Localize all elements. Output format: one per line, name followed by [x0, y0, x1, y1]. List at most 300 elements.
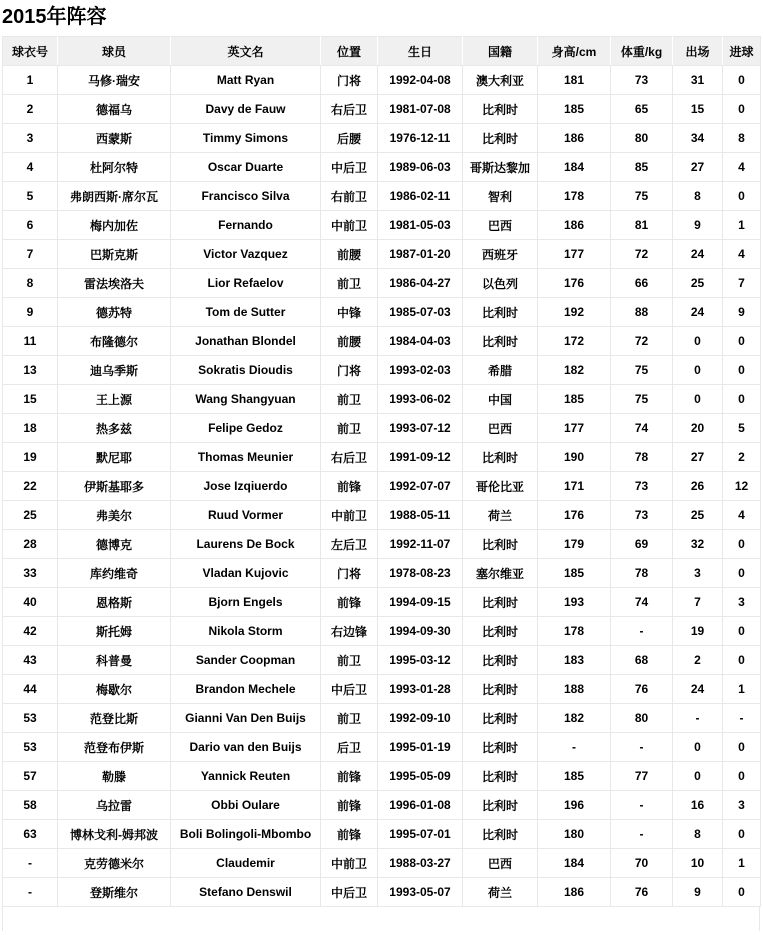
cell-birthday: 1984-04-03 [378, 327, 463, 356]
cell-player-name: 杜阿尔特 [58, 153, 171, 182]
cell-english-name: Sander Coopman [171, 646, 321, 675]
cell-appearances: 8 [673, 182, 723, 211]
cell-position: 右边锋 [321, 617, 378, 646]
cell-goals: 1 [723, 211, 761, 240]
cell-jersey-number: 3 [3, 124, 58, 153]
cell-appearances: 0 [673, 385, 723, 414]
cell-jersey-number: 4 [3, 153, 58, 182]
cell-birthday: 1993-05-07 [378, 878, 463, 907]
cell-goals: 1 [723, 849, 761, 878]
cell-birthday: 1987-01-20 [378, 240, 463, 269]
cell-jersey-number: 58 [3, 791, 58, 820]
cell-english-name: Jose Izqiuerdo [171, 472, 321, 501]
cell-birthday: 1991-09-12 [378, 443, 463, 472]
cell-goals: 0 [723, 385, 761, 414]
cell-position: 中后卫 [321, 675, 378, 704]
cell-nationality: 西班牙 [463, 240, 538, 269]
cell-height: 178 [538, 182, 611, 211]
cell-birthday: 1988-03-27 [378, 849, 463, 878]
cell-weight: 70 [611, 849, 673, 878]
cell-position: 中前卫 [321, 211, 378, 240]
cell-jersey-number: 13 [3, 356, 58, 385]
cell-nationality: 哥伦比亚 [463, 472, 538, 501]
cell-english-name: Gianni Van Den Buijs [171, 704, 321, 733]
table-row [3, 762, 761, 791]
cell-goals: 0 [723, 617, 761, 646]
cell-english-name: Fernando [171, 211, 321, 240]
cell-height: 185 [538, 385, 611, 414]
cell-player-name: 迪乌季斯 [58, 356, 171, 385]
cell-birthday: 1981-05-03 [378, 211, 463, 240]
table-row [3, 124, 761, 153]
cell-height: 192 [538, 298, 611, 327]
cell-nationality: 巴西 [463, 211, 538, 240]
cell-birthday: 1993-01-28 [378, 675, 463, 704]
cell-nationality: 荷兰 [463, 878, 538, 907]
cell-weight: 75 [611, 356, 673, 385]
cell-height: 190 [538, 443, 611, 472]
cell-english-name: Thomas Meunier [171, 443, 321, 472]
cell-position: 前锋 [321, 820, 378, 849]
cell-nationality: 比利时 [463, 327, 538, 356]
cell-appearances: 27 [673, 153, 723, 182]
cell-position: 中前卫 [321, 849, 378, 878]
table-row [3, 414, 761, 443]
cell-weight: 80 [611, 124, 673, 153]
cell-birthday: 1996-01-08 [378, 791, 463, 820]
table-row [3, 588, 761, 617]
cell-player-name: 博林戈利-姆邦波 [58, 820, 171, 849]
cell-height: 177 [538, 414, 611, 443]
cell-weight: 73 [611, 501, 673, 530]
cell-height: 172 [538, 327, 611, 356]
cell-jersey-number: 53 [3, 733, 58, 762]
cell-position: 右前卫 [321, 182, 378, 211]
cell-goals: 4 [723, 240, 761, 269]
cell-jersey-number: 42 [3, 617, 58, 646]
cell-goals: 0 [723, 66, 761, 95]
cell-jersey-number: 25 [3, 501, 58, 530]
cell-player-name: 弗美尔 [58, 501, 171, 530]
cell-birthday: 1995-01-19 [378, 733, 463, 762]
cell-appearances: 31 [673, 66, 723, 95]
cell-appearances: 24 [673, 298, 723, 327]
table-row [3, 211, 761, 240]
cell-player-name: 恩格斯 [58, 588, 171, 617]
column-header: 身高/cm [538, 37, 611, 66]
cell-player-name: 默尼耶 [58, 443, 171, 472]
cell-weight: 65 [611, 95, 673, 124]
cell-jersey-number: 63 [3, 820, 58, 849]
cell-english-name: Bjorn Engels [171, 588, 321, 617]
cell-weight: 74 [611, 414, 673, 443]
cell-birthday: 1986-02-11 [378, 182, 463, 211]
cell-birthday: 1985-07-03 [378, 298, 463, 327]
cell-goals: 0 [723, 327, 761, 356]
cell-english-name: Oscar Duarte [171, 153, 321, 182]
cell-height: 178 [538, 617, 611, 646]
cell-birthday: 1994-09-30 [378, 617, 463, 646]
cell-english-name: Vladan Kujovic [171, 559, 321, 588]
cell-english-name: Laurens De Bock [171, 530, 321, 559]
cell-height: 177 [538, 240, 611, 269]
cell-birthday: 1995-05-09 [378, 762, 463, 791]
cell-nationality: 以色列 [463, 269, 538, 298]
cell-english-name: Nikola Storm [171, 617, 321, 646]
cell-appearances: - [673, 704, 723, 733]
cell-nationality: 比利时 [463, 646, 538, 675]
cell-jersey-number: 11 [3, 327, 58, 356]
cell-jersey-number: 43 [3, 646, 58, 675]
cell-player-name: 科普曼 [58, 646, 171, 675]
table-row [3, 66, 761, 95]
cell-height: 184 [538, 849, 611, 878]
table-row [3, 530, 761, 559]
cell-player-name: 西蒙斯 [58, 124, 171, 153]
cell-nationality: 希腊 [463, 356, 538, 385]
cell-weight: 75 [611, 385, 673, 414]
cell-weight: 78 [611, 443, 673, 472]
cell-position: 门将 [321, 66, 378, 95]
cell-player-name: 登斯维尔 [58, 878, 171, 907]
cell-birthday: 1992-07-07 [378, 472, 463, 501]
cell-english-name: Lior Refaelov [171, 269, 321, 298]
cell-player-name: 范登比斯 [58, 704, 171, 733]
cell-birthday: 1992-04-08 [378, 66, 463, 95]
cell-height: 188 [538, 675, 611, 704]
cell-weight: 78 [611, 559, 673, 588]
cell-goals: 8 [723, 124, 761, 153]
cell-position: 门将 [321, 559, 378, 588]
cell-jersey-number: 2 [3, 95, 58, 124]
cell-nationality: 比利时 [463, 530, 538, 559]
cell-nationality: 比利时 [463, 675, 538, 704]
cell-player-name: 乌拉雷 [58, 791, 171, 820]
cell-jersey-number: 28 [3, 530, 58, 559]
cell-english-name: Timmy Simons [171, 124, 321, 153]
cell-goals: 0 [723, 356, 761, 385]
cell-birthday: 1992-09-10 [378, 704, 463, 733]
cell-appearances: 19 [673, 617, 723, 646]
cell-player-name: 王上源 [58, 385, 171, 414]
cell-jersey-number: 8 [3, 269, 58, 298]
cell-appearances: 9 [673, 211, 723, 240]
cell-position: 前锋 [321, 791, 378, 820]
table-row [3, 327, 761, 356]
cell-player-name: 梅歇尔 [58, 675, 171, 704]
cell-player-name: 雷法埃洛夫 [58, 269, 171, 298]
cell-nationality: 荷兰 [463, 501, 538, 530]
table-row [3, 878, 761, 907]
table-row [3, 95, 761, 124]
cell-goals: 12 [723, 472, 761, 501]
cell-english-name: Jonathan Blondel [171, 327, 321, 356]
cell-appearances: 0 [673, 356, 723, 385]
cell-position: 前腰 [321, 240, 378, 269]
cell-weight: 88 [611, 298, 673, 327]
cell-appearances: 27 [673, 443, 723, 472]
cell-weight: 68 [611, 646, 673, 675]
table-row [3, 356, 761, 385]
cell-jersey-number: 53 [3, 704, 58, 733]
column-header: 球衣号 [3, 37, 58, 66]
cell-weight: 85 [611, 153, 673, 182]
cell-position: 前卫 [321, 414, 378, 443]
cell-english-name: Wang Shangyuan [171, 385, 321, 414]
cell-goals: 3 [723, 588, 761, 617]
cell-english-name: Dario van den Buijs [171, 733, 321, 762]
cell-player-name: 梅内加佐 [58, 211, 171, 240]
cell-height: 196 [538, 791, 611, 820]
cell-player-name: 勒滕 [58, 762, 171, 791]
cell-nationality: 比利时 [463, 95, 538, 124]
cell-weight: 75 [611, 182, 673, 211]
cell-appearances: 7 [673, 588, 723, 617]
cell-birthday: 1993-06-02 [378, 385, 463, 414]
cell-appearances: 24 [673, 675, 723, 704]
table-row [3, 733, 761, 762]
cell-appearances: 2 [673, 646, 723, 675]
cell-nationality: 澳大利亚 [463, 66, 538, 95]
cell-height: 176 [538, 269, 611, 298]
cell-english-name: Francisco Silva [171, 182, 321, 211]
cell-position: 前卫 [321, 704, 378, 733]
cell-nationality: 智利 [463, 182, 538, 211]
cell-goals: 0 [723, 95, 761, 124]
table-row [3, 269, 761, 298]
roster-table [2, 36, 761, 907]
table-row [3, 791, 761, 820]
cell-goals: 7 [723, 269, 761, 298]
cell-nationality: 比利时 [463, 820, 538, 849]
page-container [0, 5, 763, 931]
cell-position: 右后卫 [321, 95, 378, 124]
cell-birthday: 1993-07-12 [378, 414, 463, 443]
cell-height: 182 [538, 356, 611, 385]
cell-player-name: 德苏特 [58, 298, 171, 327]
table-row [3, 675, 761, 704]
cell-goals: 0 [723, 733, 761, 762]
cell-birthday: 1992-11-07 [378, 530, 463, 559]
cell-goals: 1 [723, 675, 761, 704]
cell-english-name: Matt Ryan [171, 66, 321, 95]
cell-position: 中后卫 [321, 878, 378, 907]
cell-position: 前锋 [321, 472, 378, 501]
cell-appearances: 34 [673, 124, 723, 153]
cell-nationality: 比利时 [463, 762, 538, 791]
cell-position: 中锋 [321, 298, 378, 327]
cell-nationality: 比利时 [463, 443, 538, 472]
cell-english-name: Stefano Denswil [171, 878, 321, 907]
cell-nationality: 塞尔维亚 [463, 559, 538, 588]
cell-position: 右后卫 [321, 443, 378, 472]
cell-height: 180 [538, 820, 611, 849]
cell-goals: 0 [723, 182, 761, 211]
table-row [3, 559, 761, 588]
cell-position: 后卫 [321, 733, 378, 762]
cell-birthday: 1978-08-23 [378, 559, 463, 588]
cell-weight: - [611, 820, 673, 849]
table-row [3, 182, 761, 211]
cell-jersey-number: - [3, 878, 58, 907]
cell-weight: 81 [611, 211, 673, 240]
cell-position: 中前卫 [321, 501, 378, 530]
cell-player-name: 德福乌 [58, 95, 171, 124]
cell-nationality: 比利时 [463, 791, 538, 820]
cell-english-name: Tom de Sutter [171, 298, 321, 327]
column-header: 国籍 [463, 37, 538, 66]
cell-player-name: 热多兹 [58, 414, 171, 443]
table-row [3, 240, 761, 269]
cell-english-name: Obbi Oulare [171, 791, 321, 820]
cell-birthday: 1995-07-01 [378, 820, 463, 849]
cell-weight: 80 [611, 704, 673, 733]
cell-height: 186 [538, 124, 611, 153]
table-row [3, 443, 761, 472]
cell-english-name: Sokratis Dioudis [171, 356, 321, 385]
page-title: 2015年阵容 [2, 6, 107, 28]
cell-weight: 73 [611, 66, 673, 95]
cell-weight: - [611, 617, 673, 646]
table-row [3, 704, 761, 733]
cell-appearances: 9 [673, 878, 723, 907]
cell-goals: 0 [723, 878, 761, 907]
cell-jersey-number: 57 [3, 762, 58, 791]
cell-english-name: Davy de Fauw [171, 95, 321, 124]
cell-height: 193 [538, 588, 611, 617]
cell-appearances: 16 [673, 791, 723, 820]
cell-nationality: 哥斯达黎加 [463, 153, 538, 182]
cell-nationality: 比利时 [463, 588, 538, 617]
cell-birthday: 1986-04-27 [378, 269, 463, 298]
cell-jersey-number: 18 [3, 414, 58, 443]
cell-jersey-number: - [3, 849, 58, 878]
cell-birthday: 1988-05-11 [378, 501, 463, 530]
roster-table-body [3, 66, 761, 907]
table-row [3, 472, 761, 501]
cell-appearances: 20 [673, 414, 723, 443]
cell-height: 183 [538, 646, 611, 675]
cell-height: 186 [538, 878, 611, 907]
cell-player-name: 弗朗西斯·席尔瓦 [58, 182, 171, 211]
cell-nationality: 比利时 [463, 704, 538, 733]
cell-height: 185 [538, 762, 611, 791]
cell-english-name: Victor Vazquez [171, 240, 321, 269]
cell-height: 181 [538, 66, 611, 95]
cell-height: - [538, 733, 611, 762]
cell-height: 186 [538, 211, 611, 240]
cell-jersey-number: 7 [3, 240, 58, 269]
table-row [3, 820, 761, 849]
cell-goals: 4 [723, 501, 761, 530]
column-header: 出场 [673, 37, 723, 66]
table-row [3, 298, 761, 327]
cell-position: 前卫 [321, 385, 378, 414]
cell-nationality: 比利时 [463, 733, 538, 762]
cell-appearances: 25 [673, 269, 723, 298]
cell-birthday: 1976-12-11 [378, 124, 463, 153]
column-header: 位置 [321, 37, 378, 66]
cell-jersey-number: 5 [3, 182, 58, 211]
cell-appearances: 25 [673, 501, 723, 530]
cell-appearances: 10 [673, 849, 723, 878]
cell-player-name: 马修·瑞安 [58, 66, 171, 95]
cell-english-name: Brandon Mechele [171, 675, 321, 704]
cell-position: 前卫 [321, 646, 378, 675]
cell-player-name: 库约维奇 [58, 559, 171, 588]
cell-goals: 2 [723, 443, 761, 472]
cell-player-name: 布隆德尔 [58, 327, 171, 356]
cell-appearances: 0 [673, 762, 723, 791]
cell-height: 182 [538, 704, 611, 733]
cell-english-name: Yannick Reuten [171, 762, 321, 791]
cell-height: 184 [538, 153, 611, 182]
cell-position: 后腰 [321, 124, 378, 153]
cell-position: 门将 [321, 356, 378, 385]
cell-birthday: 1995-03-12 [378, 646, 463, 675]
cell-english-name: Claudemir [171, 849, 321, 878]
cell-goals: 0 [723, 762, 761, 791]
cell-jersey-number: 15 [3, 385, 58, 414]
cell-goals: 0 [723, 559, 761, 588]
cell-goals: 3 [723, 791, 761, 820]
cell-weight: 76 [611, 675, 673, 704]
cell-weight: 72 [611, 240, 673, 269]
column-header: 生日 [378, 37, 463, 66]
cell-height: 185 [538, 559, 611, 588]
cell-jersey-number: 9 [3, 298, 58, 327]
cell-goals: 0 [723, 646, 761, 675]
cell-player-name: 克劳德米尔 [58, 849, 171, 878]
cell-position: 前锋 [321, 762, 378, 791]
cell-birthday: 1981-07-08 [378, 95, 463, 124]
cell-appearances: 8 [673, 820, 723, 849]
cell-appearances: 3 [673, 559, 723, 588]
cell-appearances: 0 [673, 733, 723, 762]
cell-position: 前锋 [321, 588, 378, 617]
cell-nationality: 比利时 [463, 298, 538, 327]
cell-goals: 5 [723, 414, 761, 443]
cell-position: 中后卫 [321, 153, 378, 182]
column-header: 球员 [58, 37, 171, 66]
cell-weight: 69 [611, 530, 673, 559]
cell-height: 179 [538, 530, 611, 559]
cell-player-name: 伊斯基耶多 [58, 472, 171, 501]
cell-goals: 0 [723, 530, 761, 559]
cell-jersey-number: 40 [3, 588, 58, 617]
column-header: 体重/kg [611, 37, 673, 66]
cell-weight: - [611, 791, 673, 820]
cell-birthday: 1989-06-03 [378, 153, 463, 182]
table-row [3, 849, 761, 878]
cell-nationality: 比利时 [463, 124, 538, 153]
cell-nationality: 巴西 [463, 849, 538, 878]
cell-weight: 66 [611, 269, 673, 298]
column-header: 英文名 [171, 37, 321, 66]
cell-weight: 77 [611, 762, 673, 791]
cell-goals: 4 [723, 153, 761, 182]
cell-nationality: 巴西 [463, 414, 538, 443]
cell-player-name: 巴斯克斯 [58, 240, 171, 269]
column-header: 进球 [723, 37, 761, 66]
cell-player-name: 德博克 [58, 530, 171, 559]
cell-weight: 76 [611, 878, 673, 907]
cell-height: 171 [538, 472, 611, 501]
cell-appearances: 15 [673, 95, 723, 124]
cell-appearances: 32 [673, 530, 723, 559]
cell-goals: 9 [723, 298, 761, 327]
cell-jersey-number: 6 [3, 211, 58, 240]
